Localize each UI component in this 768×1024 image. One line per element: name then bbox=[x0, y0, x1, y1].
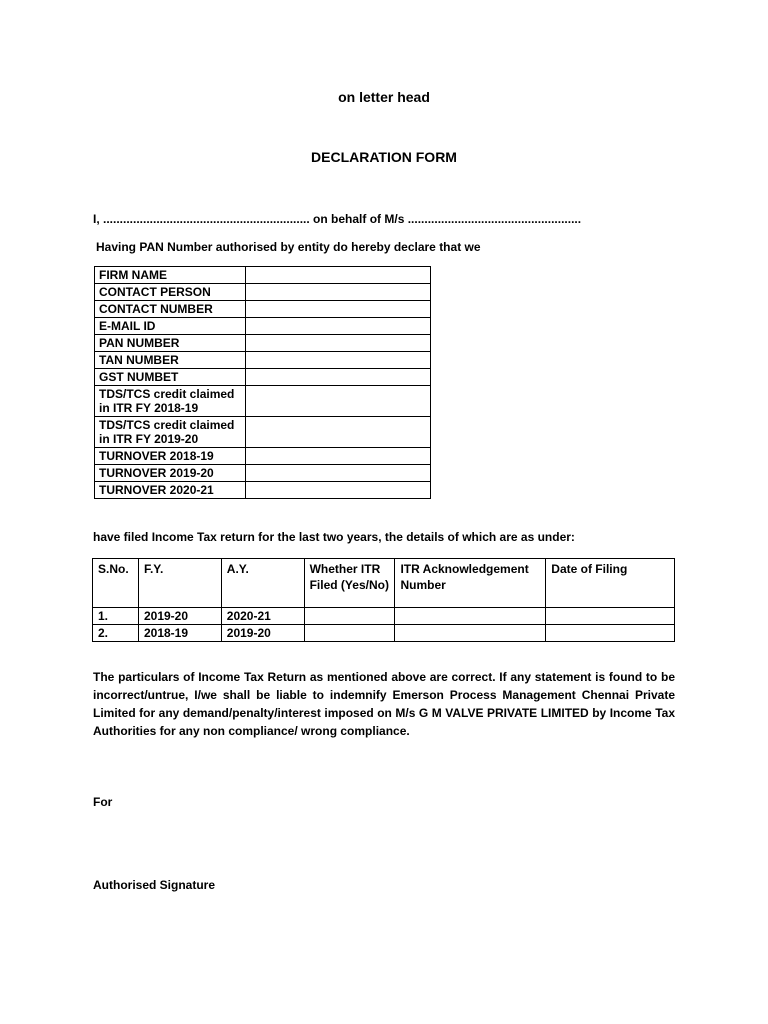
declaration-paragraph: The particulars of Income Tax Return as mentioned above are correct. If any statement is found to be incorrect/untrue, I/we shall be liable to indemnify Emerson Process Management Chennai Private Limited for any demand/penalty/interest imposed on M/s G M VALVE PRIVATE LIMITED by Income Tax Authorities for any non compliance/ wrong compliance. bbox=[93, 670, 675, 738]
row-value bbox=[245, 335, 430, 352]
row-label: TURNOVER 2019-20 bbox=[95, 465, 246, 482]
table-cell: 2. bbox=[93, 625, 139, 642]
row-label: CONTACT PERSON bbox=[95, 284, 246, 301]
row-label: TURNOVER 2018-19 bbox=[95, 448, 246, 465]
authorised-signature-label: Authorised Signature bbox=[93, 878, 216, 892]
row-label: FIRM NAME bbox=[95, 267, 246, 284]
table-row bbox=[95, 417, 431, 448]
column-header: Whether ITR Filed (Yes/No) bbox=[304, 559, 395, 608]
table-cell bbox=[395, 608, 546, 625]
column-header: A.Y. bbox=[221, 559, 304, 608]
table-row bbox=[95, 301, 431, 318]
table-row bbox=[95, 335, 431, 352]
table-cell: 2018-19 bbox=[138, 625, 221, 642]
table-row bbox=[95, 318, 431, 335]
for-label: For bbox=[93, 795, 113, 809]
table-row bbox=[95, 448, 431, 465]
table-row bbox=[95, 352, 431, 369]
row-value bbox=[245, 369, 430, 386]
itr-details-table bbox=[92, 558, 675, 642]
row-label: TAN NUMBER bbox=[95, 352, 246, 369]
declarant-line: I, .............................................................. on behalf of M/s .................................................... bbox=[93, 212, 582, 226]
row-label: PAN NUMBER bbox=[95, 335, 246, 352]
table-row bbox=[95, 386, 431, 417]
table-row bbox=[93, 625, 675, 642]
table-row bbox=[95, 369, 431, 386]
row-value bbox=[245, 465, 430, 482]
letterhead-note: on letter head bbox=[338, 89, 430, 105]
table-cell bbox=[304, 625, 395, 642]
column-header: F.Y. bbox=[138, 559, 221, 608]
table-row bbox=[95, 267, 431, 284]
table-row bbox=[93, 608, 675, 625]
table-cell: 2019-20 bbox=[138, 608, 221, 625]
table-row bbox=[95, 284, 431, 301]
row-value bbox=[245, 284, 430, 301]
column-header: Date of Filing bbox=[546, 559, 675, 608]
row-value bbox=[245, 482, 430, 499]
table-cell bbox=[304, 608, 395, 625]
row-value bbox=[245, 318, 430, 335]
row-label: TDS/TCS credit claimed in ITR FY 2018-19 bbox=[95, 386, 246, 417]
row-value bbox=[245, 301, 430, 318]
form-title: DECLARATION FORM bbox=[311, 149, 457, 165]
row-value bbox=[245, 448, 430, 465]
table-cell bbox=[546, 608, 675, 625]
row-label: TDS/TCS credit claimed in ITR FY 2019-20 bbox=[95, 417, 246, 448]
row-value bbox=[245, 386, 430, 417]
column-header: ITR Acknowledgement Number bbox=[395, 559, 546, 608]
firm-info-table bbox=[94, 266, 431, 499]
row-value bbox=[245, 267, 430, 284]
table-row bbox=[95, 482, 431, 499]
table-cell bbox=[395, 625, 546, 642]
table-header-row bbox=[93, 559, 675, 608]
row-label: TURNOVER 2020-21 bbox=[95, 482, 246, 499]
table-row bbox=[95, 465, 431, 482]
row-value bbox=[245, 417, 430, 448]
row-label: E-MAIL ID bbox=[95, 318, 246, 335]
table-cell bbox=[546, 625, 675, 642]
itr-filed-statement: have filed Income Tax return for the last two years, the details of which are as under: bbox=[93, 530, 575, 544]
table-cell: 1. bbox=[93, 608, 139, 625]
pan-declaration-line: Having PAN Number authorised by entity do hereby declare that we bbox=[96, 240, 481, 254]
row-label: GST NUMBET bbox=[95, 369, 246, 386]
row-label: CONTACT NUMBER bbox=[95, 301, 246, 318]
column-header: S.No. bbox=[93, 559, 139, 608]
row-value bbox=[245, 352, 430, 369]
table-cell: 2019-20 bbox=[221, 625, 304, 642]
table-cell: 2020-21 bbox=[221, 608, 304, 625]
